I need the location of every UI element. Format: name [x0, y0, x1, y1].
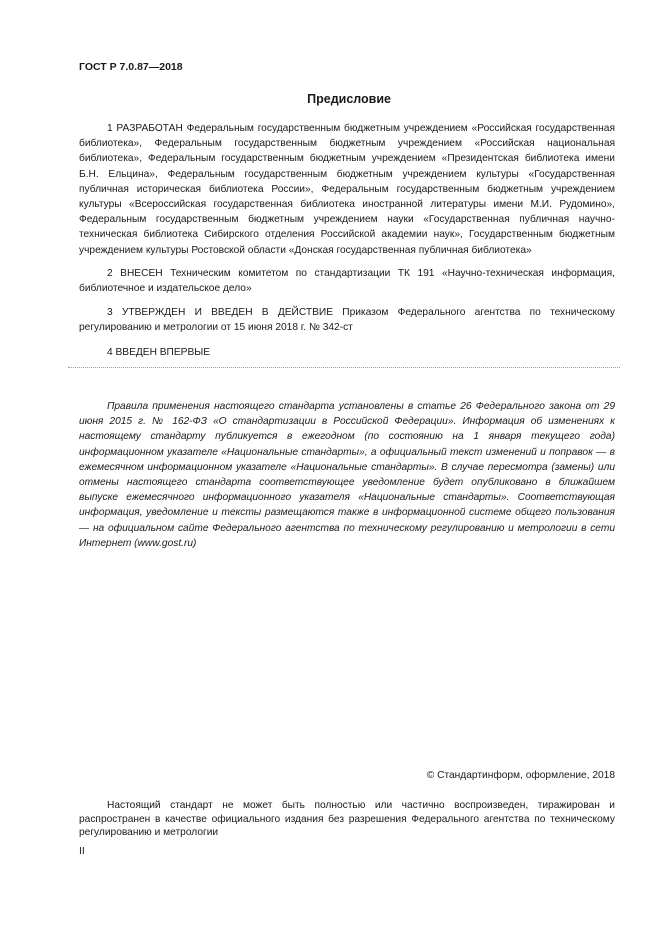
preface-item-2: 2 ВНЕСЕН Техническим комитетом по стандартизации ТК 191 «Научно-техническая информация, библиотечное и издательское дело» — [79, 268, 615, 295]
section-title-text: Предисловие — [307, 92, 391, 106]
reproduction-notice: Настоящий стандарт не может быть полностью или частично воспроизведен, тиражирован и распространен в качестве официального издания без разрешения Федерального агентства по техническому регулированию и метрологии — [79, 800, 615, 838]
section-title — [79, 92, 615, 106]
copyright-line: © Стандартинформ, оформление, 2018 — [426, 770, 615, 781]
preface-item-3: 3 УТВЕРЖДЕН И ВВЕДЕН В ДЕЙСТВИЕ Приказом Федерального агентства по техническому регулированию и метрологии от 15 июня 2018 г. № 342-ст — [79, 307, 615, 334]
page-number: II — [79, 845, 85, 857]
preface-item-4: 4 ВВЕДЕН ВПЕРВЫЕ — [107, 347, 211, 358]
application-rules-notice: Правила применения настоящего стандарта установлены в статье 26 Федерального закона от 29 июня 2015 г. № 162-ФЗ «О стандартизации в Российской Федерации». Информация об изменениях к настоящему стандарту публикуется в ежегодном (по состоянию на 1 января текущего года) информационном указателе «Национальные стандарты», а официальный текст изменений и поправок — в ежемесячном информационном указателе «Национальные стандарты». В случае пересмотра (замены) или отмены настоящего стандарта соответствующее уведомление будет опубликовано в ближайшем выпуске ежемесячного информационного указателя «Национальные стандарты». Соответствующая информация, уведомление и тексты размещаются также в информационной системе общего пользования — на официальном сайте Федерального агентства по техническому регулированию и метрологии в сети Интернет (www.gost.ru) — [79, 401, 615, 549]
document-number: ГОСТ Р 7.0.87—2018 — [79, 61, 183, 73]
separator-line — [68, 367, 620, 368]
preface-item-1: 1 РАЗРАБОТАН Федеральным государственным бюджетным учреждением «Российская государственная библиотека», Федеральным государственным бюджетным учреждением «Российская национальная библиотека», Федеральным государственным бюджетным учреждением «Президентская библиотека имени Б.Н. Ельцина», Федеральным государственным бюджетным учреждением культуры «Государственная публичная историческая библиотека России», Федеральным государственным бюджетным учреждением культуры «Всероссийская государственная библиотека иностранной литературы имени М.И. Рудомино», Федеральным государственным бюджетным учреждением науки «Государственная публичная научно-техническая библиотека Сибирского отделения Российской академии наук», Государственным бюджетным учреждением культуры Ростовской области «Донская государственная публичная библиотека» — [79, 123, 615, 256]
